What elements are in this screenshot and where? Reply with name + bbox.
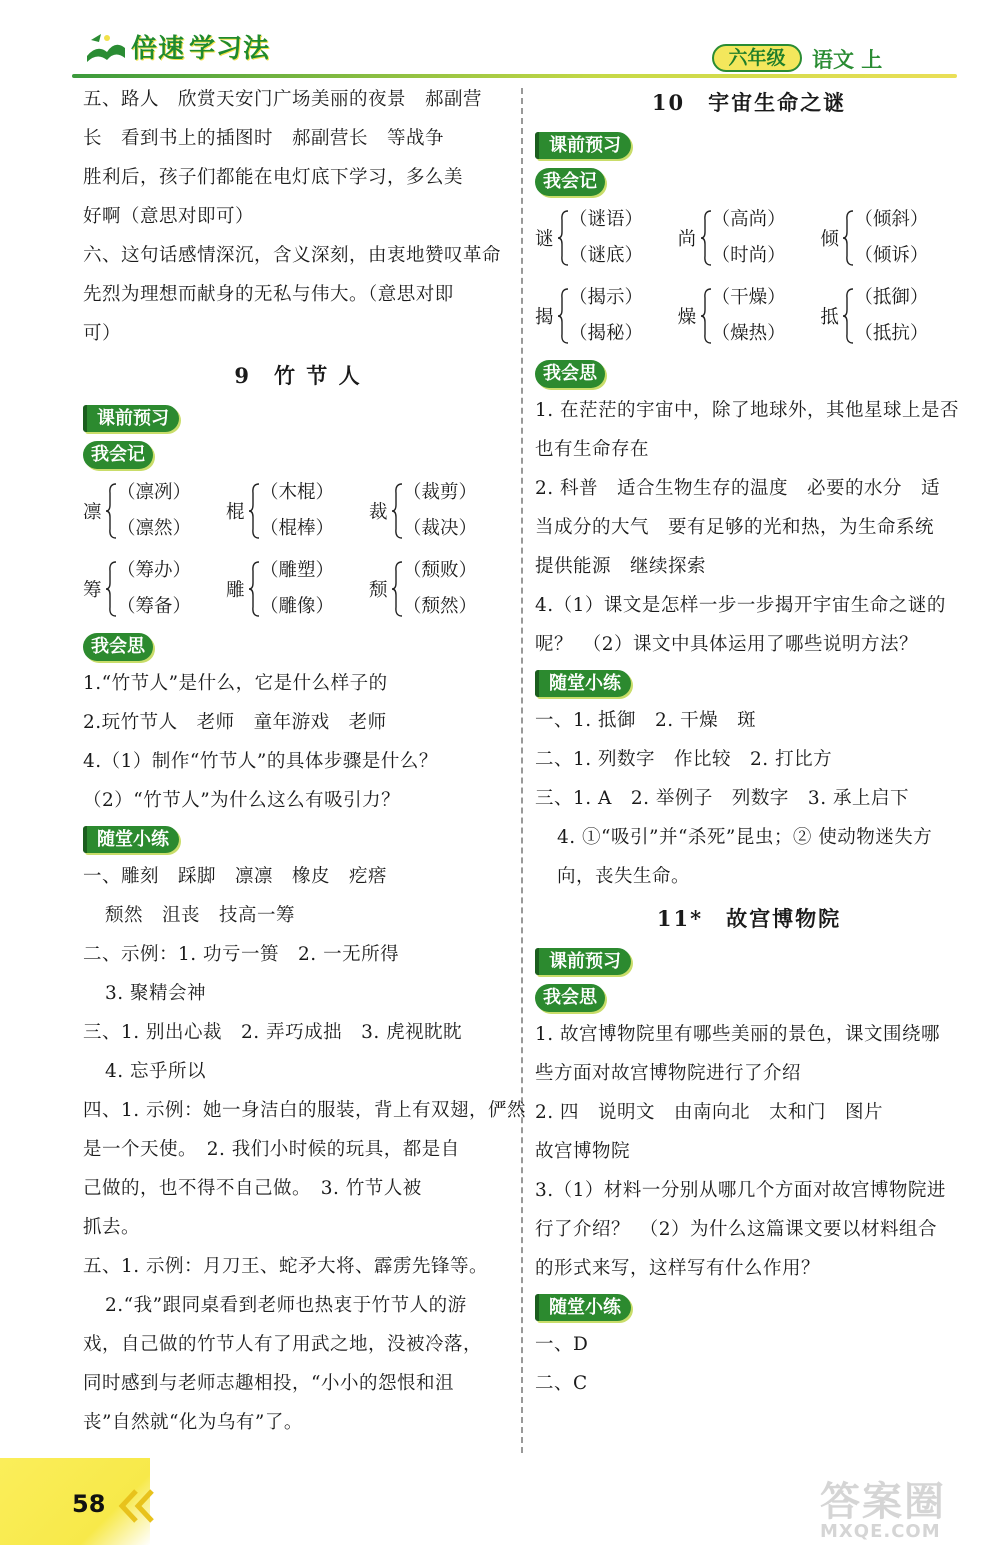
bracket-character: 棍 (226, 502, 245, 523)
bracket-character: 雕 (226, 580, 245, 601)
text-line: （2）“竹节人”为什么这么有吸引力？ (83, 790, 401, 811)
bracket-word: （燥热） (711, 323, 786, 344)
text-line: 二、1. 列数字 作比较 2. 打比方 (535, 749, 833, 770)
bracket-word: （颓败） (403, 560, 478, 581)
page-number: 58 (72, 1490, 106, 1518)
practice-tag: 随堂小练 (535, 1294, 631, 1321)
bracket-word: （雕像） (260, 596, 335, 617)
text-line: 一、D (535, 1334, 589, 1355)
text-line: 五、路人 欣赏天安门广场美丽的夜景 郝副营 (83, 89, 483, 110)
text-line: 3. 聚精会神 (105, 983, 207, 1004)
text-line: 当成分的大气 要有足够的光和热，为生命系统 (535, 517, 935, 538)
bracket-word: （雕塑） (260, 560, 335, 581)
text-line: 些方面对故宫博物院进行了介绍 (535, 1063, 802, 1084)
bracket-group (678, 200, 821, 276)
column-divider (521, 88, 523, 1453)
bracket-word: （干燥） (711, 287, 786, 308)
logo-main-text: 倍速 (131, 34, 186, 64)
bracket-word: （筹备） (117, 596, 192, 617)
text-line: 1. 在茫茫的宇宙中，除了地球外，其他星球上是否 (535, 400, 960, 421)
think-tag: 我会思 (535, 360, 605, 388)
bracket-row (83, 472, 513, 550)
bracket-character: 燥 (677, 307, 697, 328)
logo-sub-text: 学习法 (189, 34, 271, 64)
text-line: 先烈为理想而献身的无私与伟大。（意思对即 (83, 284, 454, 305)
text-line: 长 看到书上的插图时 郝副营长 等战争 (83, 128, 445, 149)
curly-brace-icon (700, 210, 712, 266)
practice-tag: 随堂小练 (83, 826, 179, 853)
think-answers (83, 664, 513, 820)
bracket-group (535, 278, 678, 354)
curly-brace-icon (391, 483, 403, 539)
remember-tag: 我会记 (535, 168, 605, 196)
text-line: 也有生命存在 (535, 439, 650, 460)
page-header (0, 0, 1000, 80)
text-line: 一、1. 抵御 2. 干燥 斑 (535, 710, 757, 731)
bracket-word: （谜底） (569, 245, 644, 266)
bracket-word: （高尚） (711, 209, 786, 230)
bracket-row (535, 277, 963, 355)
practice-answers (535, 701, 963, 896)
preview-tag: 课前预习 (535, 948, 631, 975)
bracket-word: （凛冽） (117, 482, 192, 503)
bracket-word: （谜语） (569, 209, 644, 230)
text-line: 行了介绍？ （2）为什么这篇课文要以材料组合 (535, 1219, 938, 1240)
bracket-character: 颓 (369, 580, 388, 601)
book-icon (85, 30, 127, 64)
bracket-group (226, 473, 369, 549)
think-answers (535, 1015, 963, 1288)
bracket-row (83, 550, 513, 628)
curly-brace-icon (248, 561, 260, 617)
text-line: 三、1. A 2. 举例子 列数字 3. 承上启下 (535, 788, 909, 809)
bracket-word: （凛然） (117, 518, 192, 539)
bracket-group (820, 200, 963, 276)
practice-answers (535, 1325, 963, 1403)
curly-brace-icon (842, 210, 854, 266)
text-line: 2. 四 说明文 由南向北 太和门 图片 (535, 1102, 884, 1123)
right-column (535, 80, 963, 1403)
bracket-character: 凛 (83, 502, 102, 523)
left-top-answers (83, 80, 513, 353)
curly-brace-icon (391, 561, 403, 617)
remember-tag: 我会记 (83, 441, 153, 469)
watermark-title: 答案圈 (820, 1479, 946, 1525)
lesson-11-title: 11* 故宫博物院 (656, 906, 842, 931)
text-line: 二、C (535, 1373, 588, 1394)
bracket-character: 谜 (535, 229, 554, 250)
text-line: 颓然 沮丧 技高一筹 (105, 905, 296, 926)
brand-logo (85, 28, 270, 65)
lesson-10-title: 10 宇宙生命之谜 (651, 90, 847, 115)
bracket-group (83, 473, 226, 549)
text-line: 4.（1）制作“竹节人”的具体步骤是什么？ (83, 751, 438, 772)
text-line: 提供能源 继续探索 (535, 556, 707, 577)
bracket-character: 裁 (369, 502, 388, 523)
bracket-word: （木棍） (260, 482, 335, 503)
curly-brace-icon (557, 210, 569, 266)
text-line: 1. 故宫博物院里有哪些美丽的景色，课文围绕哪 (535, 1024, 941, 1045)
text-line: 六、这句话感情深沉，含义深刻，由衷地赞叹革命 (83, 245, 502, 266)
practice-tag: 随堂小练 (535, 670, 631, 697)
bracket-word: （裁剪） (403, 482, 478, 503)
bracket-group (83, 551, 226, 627)
text-line: 向，丧失生命。 (557, 866, 691, 887)
curly-brace-icon (700, 288, 712, 344)
text-line: 己做的，也不得不自己做。 3. 竹节人被 (83, 1178, 422, 1199)
bracket-word: （裁决） (403, 518, 478, 539)
bracket-character: 尚 (677, 229, 697, 250)
bracket-word: （筹办） (117, 560, 192, 581)
text-line: 4. 忘乎所以 (105, 1061, 207, 1082)
bracket-word: （时尚） (711, 245, 786, 266)
curly-brace-icon (248, 483, 260, 539)
bracket-word: （揭秘） (569, 323, 644, 344)
bracket-character: 筹 (83, 580, 102, 601)
bracket-word: （抵御） (854, 287, 929, 308)
bracket-group (678, 278, 821, 354)
text-line: 一、雕刻 踩脚 凛凛 橡皮 疙瘩 (83, 866, 388, 887)
think-answers (535, 391, 963, 664)
bracket-word: （倾斜） (854, 209, 929, 230)
text-line: 二、示例：1. 功亏一篑 2. 一无所得 (83, 944, 400, 965)
bracket-character: 倾 (820, 229, 839, 250)
text-line: 三、1. 别出心裁 2. 弄巧成拙 3. 虎视眈眈 (83, 1022, 463, 1043)
text-line: 2. 科普 适合生物生存的温度 必要的水分 适 (535, 478, 941, 499)
text-line: 四、1. 示例：她一身洁白的服装，背上有双翅，俨然 (83, 1100, 527, 1121)
double-chevron-left-icon (118, 1489, 158, 1527)
text-line: 1.“竹节人”是什么，它是什么样子的 (83, 673, 388, 694)
text-line: 五、1. 示例：月刀王、蛇矛大将、霹雳先锋等。 (83, 1256, 489, 1277)
text-line: 戏，自己做的竹节人有了用武之地，没被冷落， (83, 1334, 483, 1355)
text-line: 好啊（意思对即可） (83, 206, 255, 227)
bracket-group (226, 551, 369, 627)
preview-tag: 课前预习 (535, 132, 631, 159)
text-line: 是一个天使。 2. 我们小时候的玩具，都是自 (83, 1139, 460, 1160)
text-line: 2.“我”跟同桌看到老师也热衷于竹节人的游 (105, 1295, 467, 1316)
bracket-word: （揭示） (569, 287, 644, 308)
text-line: 可） (83, 323, 122, 344)
practice-answers (83, 857, 527, 1442)
grade-badge: 六年级 (712, 44, 802, 72)
curly-brace-icon (557, 288, 569, 344)
text-line: 抓去。 (83, 1217, 141, 1238)
text-line: 4. ①“吸引”并“杀死”昆虫；② 使动物迷失方 (557, 827, 933, 848)
curly-brace-icon (105, 483, 117, 539)
think-tag: 我会思 (535, 984, 605, 1012)
think-tag: 我会思 (83, 633, 153, 661)
text-line: 3.（1）材料一分别从哪几个方面对故宫博物院进 (535, 1180, 946, 1201)
curly-brace-icon (105, 561, 117, 617)
watermark-url: MXQE.COM (820, 1521, 941, 1542)
text-line: 胜利后，孩子们都能在电灯底下学习，多么美 (83, 167, 464, 188)
bracket-group (535, 200, 678, 276)
text-line: 丧”自然就“化为乌有”了。 (83, 1412, 303, 1433)
bracket-row (535, 199, 963, 277)
bracket-group (369, 473, 512, 549)
bracket-word: （棍棒） (260, 518, 335, 539)
text-line: 同时感到与老师志趣相投，“小小的怨恨和沮 (83, 1373, 454, 1394)
curly-brace-icon (842, 288, 854, 344)
bracket-group (820, 278, 963, 354)
bracket-word: （倾诉） (854, 245, 929, 266)
bracket-word: （颓然） (403, 596, 478, 617)
header-rule (72, 74, 957, 78)
lesson-9-title: 9 竹 节 人 (234, 363, 362, 388)
text-line: 故宫博物院 (535, 1141, 631, 1162)
left-column (83, 80, 527, 1442)
text-line: 呢？ （2）课文中具体运用了哪些说明方法？ (535, 634, 919, 655)
preview-tag: 课前预习 (83, 405, 179, 432)
text-line: 2.玩竹节人 老师 童年游戏 老师 (83, 712, 387, 733)
bracket-character: 抵 (820, 307, 839, 328)
subject-label: 语文 上 (812, 48, 883, 72)
text-line: 4.（1）课文是怎样一步一步揭开宇宙生命之谜的 (535, 595, 946, 616)
text-line: 的形式来写，这样写有什么作用？ (535, 1258, 821, 1279)
bracket-word: （抵抗） (854, 323, 929, 344)
watermark (820, 1470, 995, 1540)
bracket-group (369, 551, 512, 627)
bracket-character: 揭 (535, 307, 554, 328)
